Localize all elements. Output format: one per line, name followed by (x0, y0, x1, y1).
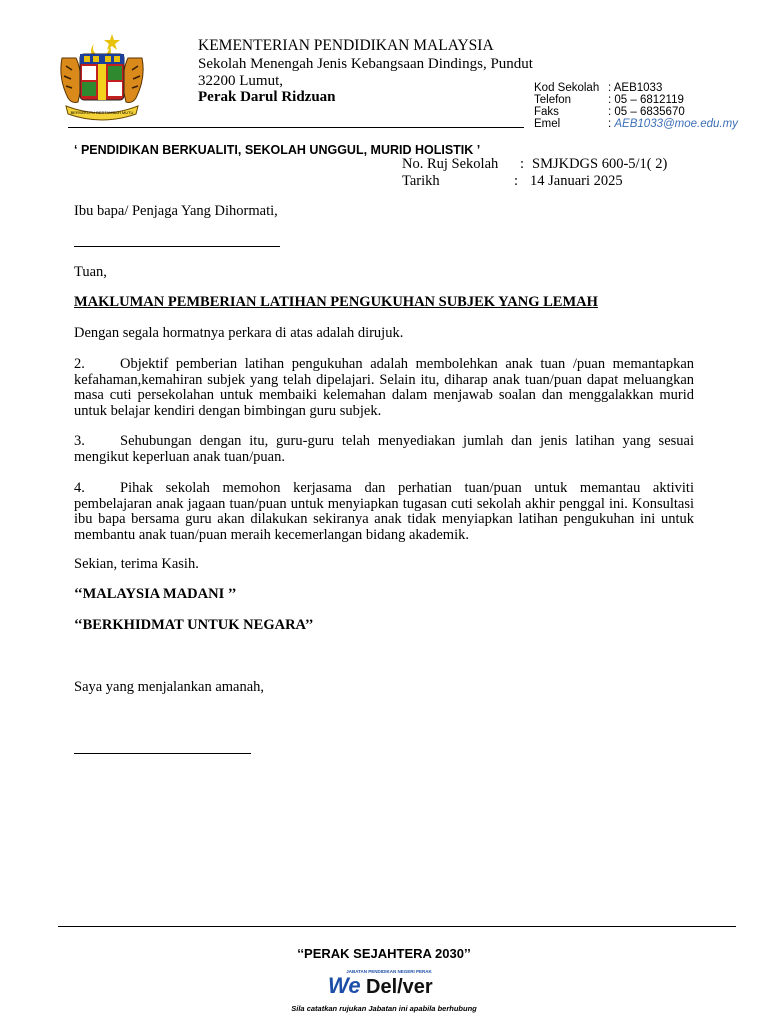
reference-colon: : (520, 156, 525, 172)
paragraph-text: Pihak sekolah memohon kerjasama dan perhatian tuan/puan untuk memantau aktiviti pembelajaran anak jagaan tuan/puan untuk menyiapkan tugasan cuti sekolah akhir penggal ini. Konsultasi ibu bapa bersama guru akan dilakukan sekiranya anak tidak menyiapkan latihan pengukuhan ini untuk membantu anak tuan/puan meraih kecemerlangan bidang akademik. (74, 480, 694, 543)
contact-fax (534, 106, 685, 119)
reference-date-row (402, 173, 702, 190)
date-value: 14 Januari 2025 (530, 173, 623, 189)
logo-caption: JABATAN PENDIDIKAN NEGERI PERAK (346, 969, 432, 974)
contact-label: Kod Sekolah (534, 82, 600, 94)
school-postcode-town: 32200 Lumut, (198, 73, 283, 89)
paragraph-2 (74, 357, 694, 419)
contact-email (534, 118, 738, 131)
we-deliver-logo (324, 966, 454, 998)
contact-separator: : (608, 118, 615, 130)
date-colon: : (514, 173, 519, 189)
slogan-berkhidmat: ‘‘BERKHIDMAT UNTUK NEGARA’’ (74, 617, 314, 633)
reference-label: No. Ruj Sekolah (402, 156, 499, 172)
contact-value: : AEB1033 (608, 82, 663, 94)
school-motto: ‘ PENDIDIKAN BERKUALITI, SEKOLAH UNGGUL, MURID HOLISTIK ’ (74, 143, 481, 157)
paragraph-4 (74, 481, 694, 543)
ministry-name: KEMENTERIAN PENDIDIKAN MALAYSIA (198, 37, 494, 54)
reference-value: SMJKDGS 600-5/1( 2) (532, 156, 668, 172)
paragraph-text: Objektif pemberian latihan pengukuhan adalah membolehkan anak tuan /puan memantapkan kefahaman,kemahiran subjek yang telah dipelajari. Selain itu, diharap anak tuan/puan dapat meluangkan masa cuti persekolahan untuk membaiki kelemahan dalam menjawab soalan dan menggalakkan murid untuk belajar kendiri dengan bimbingan guru subjek. (74, 356, 694, 419)
slogan-malaysia-madani: ‘‘MALAYSIA MADANI ’’ (74, 586, 237, 602)
footer-slogan: ‘‘PERAK SEJAHTERA 2030’’ (297, 946, 471, 961)
footer-note: Sila catatkan rujukan Jabatan ini apabila berhubung (291, 1004, 477, 1013)
signature-line (74, 753, 251, 754)
header-divider (68, 127, 524, 128)
school-name: Sekolah Menengah Jenis Kebangsaan Dindings, Pundut (198, 56, 533, 72)
contact-value: : 05 – 6835670 (608, 106, 685, 118)
date-label: Tarikh (402, 173, 440, 189)
letter-subject: MAKLUMAN PEMBERIAN LATIHAN PENGUKUHAN SUBJEK YANG LEMAH (74, 294, 598, 310)
recipient-name-blank-line (74, 246, 280, 247)
email-link[interactable]: AEB1033@moe.edu.my (614, 118, 738, 130)
paragraph-text: Sehubungan dengan itu, guru-guru telah menyediakan jumlah dan jenis latihan yang sesuai mengikut keperluan anak tuan/puan. (74, 433, 694, 465)
logo-we: We (328, 973, 361, 998)
contact-school-code (534, 82, 662, 95)
footer-divider (58, 926, 736, 927)
crest-motto-text: BERSEKUTU BERTAMBAH MUTU (70, 110, 134, 115)
paragraph-number: 3. (74, 433, 85, 449)
paragraph-number: 2. (74, 356, 85, 372)
contact-label: Emel (534, 118, 561, 130)
logo-deliver: Del/ver (366, 976, 433, 998)
salutation: Tuan, (74, 264, 107, 280)
contact-label: Telefon (534, 94, 572, 106)
signature-intro: Saya yang menjalankan amanah, (74, 679, 265, 695)
paragraph-3 (74, 434, 694, 465)
school-state: Perak Darul Ridzuan (198, 89, 336, 105)
reference-number-row (402, 156, 702, 173)
salutation-recipient: Ibu bapa/ Penjaga Yang Dihormati, (74, 203, 278, 219)
malaysia-coat-of-arms-icon (56, 30, 148, 122)
intro-paragraph: Dengan segala hormatnya perkara di atas adalah dirujuk. (74, 325, 404, 341)
contact-label: Faks (534, 106, 559, 118)
contact-value: : 05 – 6812119 (608, 94, 684, 106)
contact-telephone (534, 94, 684, 107)
paragraph-number: 4. (74, 480, 85, 496)
closing-line: Sekian, terima Kasih. (74, 556, 199, 572)
